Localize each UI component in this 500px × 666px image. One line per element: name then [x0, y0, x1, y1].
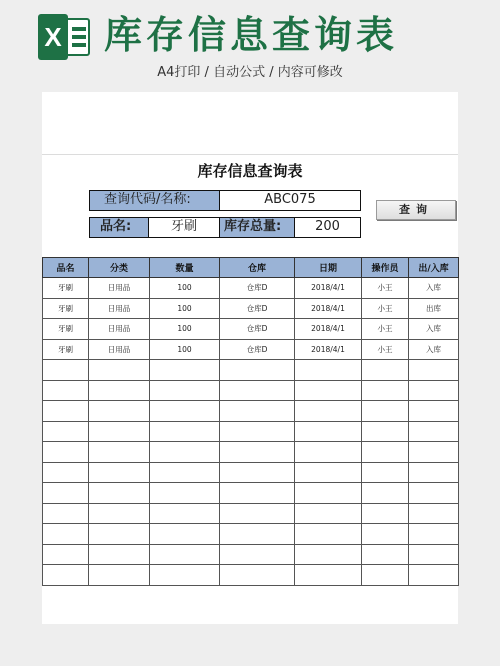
column-header-category: 分类	[89, 258, 150, 278]
sheet-title: 库存信息查询表	[197, 162, 303, 180]
table-cell[interactable]	[295, 565, 362, 586]
table-cell[interactable]	[409, 483, 459, 504]
table-cell[interactable]	[220, 360, 295, 381]
table-cell[interactable]	[89, 360, 150, 381]
table-row	[43, 421, 459, 442]
table-cell[interactable]	[150, 442, 220, 463]
table-cell[interactable]	[89, 524, 150, 545]
table-cell[interactable]	[220, 524, 295, 545]
table-cell[interactable]	[409, 401, 459, 422]
table-cell[interactable]	[409, 360, 459, 381]
table-cell[interactable]	[409, 380, 459, 401]
table-cell[interactable]: 仓库D	[220, 298, 295, 319]
table-cell[interactable]	[362, 503, 409, 524]
table-row	[43, 401, 459, 422]
table-cell[interactable]: 牙刷	[43, 339, 89, 360]
table-cell[interactable]	[89, 503, 150, 524]
table-cell[interactable]: 牙刷	[43, 278, 89, 299]
table-cell[interactable]: 仓库D	[220, 339, 295, 360]
table-row	[43, 319, 459, 340]
table-cell[interactable]	[89, 421, 150, 442]
table-cell[interactable]: 小王	[362, 339, 409, 360]
table-cell[interactable]: 出库	[409, 298, 459, 319]
table-row	[43, 462, 459, 483]
table-row	[43, 544, 459, 565]
table-cell[interactable]: 日用品	[89, 298, 150, 319]
spreadsheet	[42, 92, 458, 624]
table-cell[interactable]	[220, 442, 295, 463]
table-cell[interactable]	[43, 380, 89, 401]
page-title: 库存信息查询表	[104, 13, 399, 57]
table-cell[interactable]	[362, 483, 409, 504]
table-cell[interactable]	[150, 401, 220, 422]
table-row	[43, 360, 459, 381]
table-cell[interactable]	[150, 360, 220, 381]
table-cell[interactable]	[150, 462, 220, 483]
table-cell[interactable]	[362, 401, 409, 422]
table-cell[interactable]	[362, 421, 409, 442]
table-cell[interactable]: 100	[150, 339, 220, 360]
table-cell[interactable]	[150, 421, 220, 442]
table-cell[interactable]: 仓库D	[220, 319, 295, 340]
table-row	[43, 339, 459, 360]
table-cell[interactable]	[89, 462, 150, 483]
table-cell[interactable]: 入库	[409, 319, 459, 340]
table-cell[interactable]: 2018/4/1	[295, 278, 362, 299]
table-row	[43, 483, 459, 504]
column-header-quantity: 数量	[150, 258, 220, 278]
table-cell[interactable]: 牙刷	[43, 298, 89, 319]
column-header-date: 日期	[295, 258, 362, 278]
table-body	[43, 278, 459, 586]
code-input[interactable]: ABC075	[219, 190, 361, 211]
table-cell[interactable]	[43, 401, 89, 422]
table-cell[interactable]	[150, 524, 220, 545]
table-cell[interactable]	[89, 401, 150, 422]
table-cell[interactable]	[362, 360, 409, 381]
table-cell[interactable]: 100	[150, 298, 220, 319]
table-cell[interactable]	[43, 483, 89, 504]
table-row	[43, 278, 459, 299]
table-cell[interactable]	[220, 503, 295, 524]
table-cell[interactable]	[43, 503, 89, 524]
table-cell[interactable]: 入库	[409, 339, 459, 360]
table-cell[interactable]	[295, 421, 362, 442]
inventory-table	[42, 257, 459, 586]
table-cell[interactable]: 100	[150, 319, 220, 340]
table-cell[interactable]	[362, 442, 409, 463]
table-cell[interactable]: 牙刷	[43, 319, 89, 340]
table-cell[interactable]	[43, 421, 89, 442]
column-header-direction: 出/入库	[409, 258, 459, 278]
table-cell[interactable]: 100	[150, 278, 220, 299]
header-banner	[0, 0, 500, 92]
table-cell[interactable]	[150, 380, 220, 401]
table-cell[interactable]	[362, 565, 409, 586]
excel-logo-icon	[38, 14, 92, 60]
total-label: 库存总量:	[219, 217, 295, 238]
table-cell[interactable]	[295, 380, 362, 401]
table-row	[43, 565, 459, 586]
name-label: 品名:	[89, 217, 149, 238]
table-row	[43, 380, 459, 401]
table-cell[interactable]: 仓库D	[220, 278, 295, 299]
table-cell[interactable]	[89, 442, 150, 463]
table-cell[interactable]	[295, 360, 362, 381]
table-cell[interactable]	[362, 544, 409, 565]
table-cell[interactable]: 2018/4/1	[295, 339, 362, 360]
code-label: 查询代码/名称:	[89, 190, 220, 211]
table-cell[interactable]	[409, 524, 459, 545]
table-header-row	[43, 258, 459, 278]
table-row	[43, 524, 459, 545]
table-cell[interactable]	[295, 483, 362, 504]
table-cell[interactable]	[43, 360, 89, 381]
table-row	[43, 298, 459, 319]
sheet-divider	[42, 154, 458, 155]
table-cell[interactable]	[295, 462, 362, 483]
table-cell[interactable]	[409, 565, 459, 586]
table-cell[interactable]	[43, 544, 89, 565]
name-value: 牙刷	[148, 217, 220, 238]
table-cell[interactable]	[43, 462, 89, 483]
column-header-name: 品名	[43, 258, 89, 278]
table-cell[interactable]: 小王	[362, 298, 409, 319]
table-cell[interactable]: 入库	[409, 278, 459, 299]
table-cell[interactable]	[220, 462, 295, 483]
table-row	[43, 503, 459, 524]
table-cell[interactable]	[43, 442, 89, 463]
table-cell[interactable]: 小王	[362, 319, 409, 340]
table-cell[interactable]	[220, 380, 295, 401]
table-cell[interactable]	[220, 565, 295, 586]
table-cell[interactable]	[409, 421, 459, 442]
table-cell[interactable]	[409, 442, 459, 463]
table-cell[interactable]	[295, 442, 362, 463]
table-cell[interactable]	[362, 380, 409, 401]
table-cell[interactable]: 日用品	[89, 319, 150, 340]
table-cell[interactable]	[43, 524, 89, 545]
table-cell[interactable]	[220, 544, 295, 565]
table-cell[interactable]	[150, 544, 220, 565]
excel-logo-letter: X	[38, 14, 68, 60]
table-cell[interactable]	[89, 544, 150, 565]
table-cell[interactable]: 2018/4/1	[295, 319, 362, 340]
table-row	[43, 442, 459, 463]
table-cell[interactable]	[89, 483, 150, 504]
table-cell[interactable]: 小王	[362, 278, 409, 299]
table-cell[interactable]: 日用品	[89, 339, 150, 360]
table-cell[interactable]	[295, 503, 362, 524]
table-cell[interactable]	[150, 483, 220, 504]
page-subtitle: A4打印 / 自动公式 / 内容可修改	[157, 65, 343, 80]
column-header-operator: 操作员	[362, 258, 409, 278]
table-cell[interactable]	[409, 503, 459, 524]
table-cell[interactable]	[362, 524, 409, 545]
table-cell[interactable]	[43, 565, 89, 586]
table-cell[interactable]	[295, 401, 362, 422]
query-button[interactable]: 查询	[376, 200, 456, 220]
column-header-warehouse: 仓库	[220, 258, 295, 278]
table-cell[interactable]	[409, 462, 459, 483]
table-cell[interactable]	[150, 503, 220, 524]
table-cell[interactable]	[220, 421, 295, 442]
table-cell[interactable]	[295, 544, 362, 565]
table-cell[interactable]	[362, 462, 409, 483]
table-cell[interactable]	[409, 544, 459, 565]
table-cell[interactable]: 日用品	[89, 278, 150, 299]
table-cell[interactable]	[220, 401, 295, 422]
table-cell[interactable]	[220, 483, 295, 504]
table-cell[interactable]	[89, 380, 150, 401]
total-value: 200	[294, 217, 361, 238]
table-cell[interactable]: 2018/4/1	[295, 298, 362, 319]
table-cell[interactable]	[295, 524, 362, 545]
table-cell[interactable]	[89, 565, 150, 586]
table-cell[interactable]	[150, 565, 220, 586]
